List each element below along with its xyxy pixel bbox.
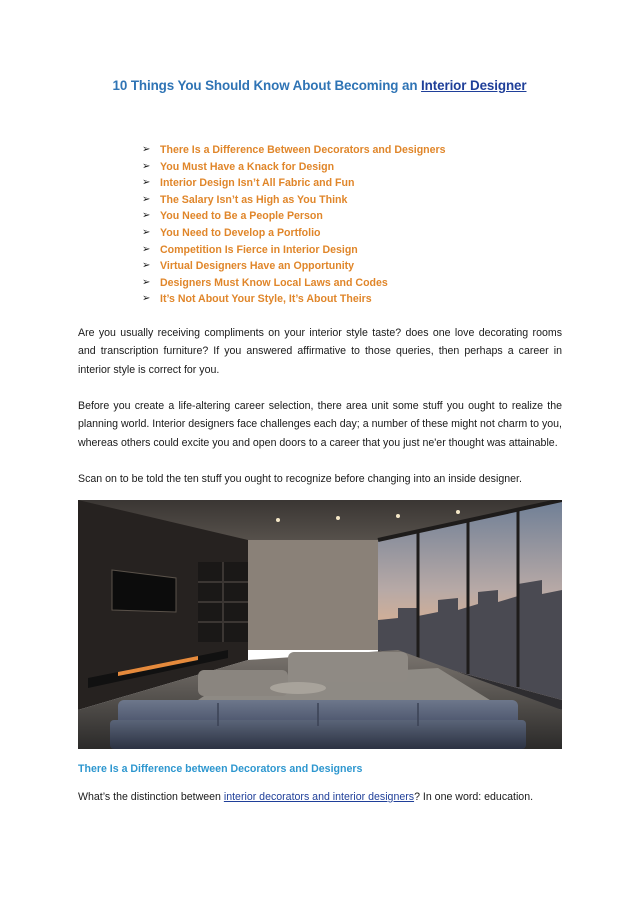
page-title-text: 10 Things You Should Know About Becoming an	[112, 78, 422, 93]
read-on-paragraph: Scan on to be told the ten stuff you ought to recognize before changing into an inside designer.	[78, 473, 522, 485]
list-item	[142, 175, 446, 192]
arrow-bullet-icon: ➢	[142, 293, 151, 305]
interior-designer-title-link[interactable]: Interior Designer	[421, 78, 527, 93]
list-item-text: Competition Is Fierce in Interior Design	[160, 243, 358, 256]
list-item-text: The Salary Isn’t as High as You Think	[160, 193, 348, 206]
career-paragraph: Before you create a life-altering career selection, there area unit some stuff you ought to realize the planning world. Interior designers face challenges each day; a number of these might not charm to you, whereas others could excite you and open doors to a career that you just ne'er thought was attainable.	[78, 400, 562, 449]
paragraph-text: What’s the distinction between	[78, 791, 224, 803]
list-item	[142, 142, 446, 159]
arrow-bullet-icon: ➢	[142, 193, 151, 205]
list-item-text: Virtual Designers Have an Opportunity	[160, 260, 355, 273]
list-item	[142, 192, 446, 209]
list-item	[142, 242, 446, 259]
arrow-bullet-icon: ➢	[142, 226, 151, 238]
education-paragraph	[78, 788, 562, 806]
arrow-bullet-icon: ➢	[142, 160, 151, 172]
topics-list	[142, 142, 446, 308]
list-item-text: You Need to Be a People Person	[160, 210, 323, 223]
list-item	[142, 159, 446, 176]
page-title	[0, 78, 639, 93]
paragraph-text: ? In one word: education.	[414, 791, 534, 803]
list-item	[142, 275, 446, 292]
arrow-bullet-icon: ➢	[142, 243, 151, 255]
arrow-bullet-icon: ➢	[142, 144, 151, 155]
list-item-text: Designers Must Know Local Laws and Codes	[160, 276, 388, 289]
arrow-bullet-icon: ➢	[142, 177, 151, 189]
list-item	[142, 258, 446, 275]
list-item-text: You Need to Develop a Portfolio	[160, 226, 321, 239]
list-item-text: You Must Have a Knack for Design	[160, 160, 335, 173]
arrow-bullet-icon: ➢	[142, 276, 151, 288]
list-item	[142, 208, 446, 225]
list-item-text: There Is a Difference Between Decorators and Designers	[160, 144, 446, 156]
list-item	[142, 291, 446, 308]
list-item-text: Interior Design Isn’t All Fabric and Fun	[160, 177, 355, 190]
intro-paragraph: Are you usually receiving compliments on your interior style taste? does one love decorating rooms and transcription furniture? If you answered affirmative to those queries, then perhaps a career in interior style is correct for you.	[78, 327, 562, 376]
arrow-bullet-icon: ➢	[142, 210, 151, 222]
arrow-bullet-icon: ➢	[142, 260, 151, 272]
section-heading: There Is a Difference between Decorators and Designers	[78, 763, 363, 775]
list-item	[142, 225, 446, 242]
living-room-photo	[78, 500, 562, 749]
decorators-designers-link[interactable]: interior decorators and interior designers	[223, 791, 415, 803]
list-item-text: It’s Not About Your Style, It’s About Theirs	[160, 293, 372, 306]
